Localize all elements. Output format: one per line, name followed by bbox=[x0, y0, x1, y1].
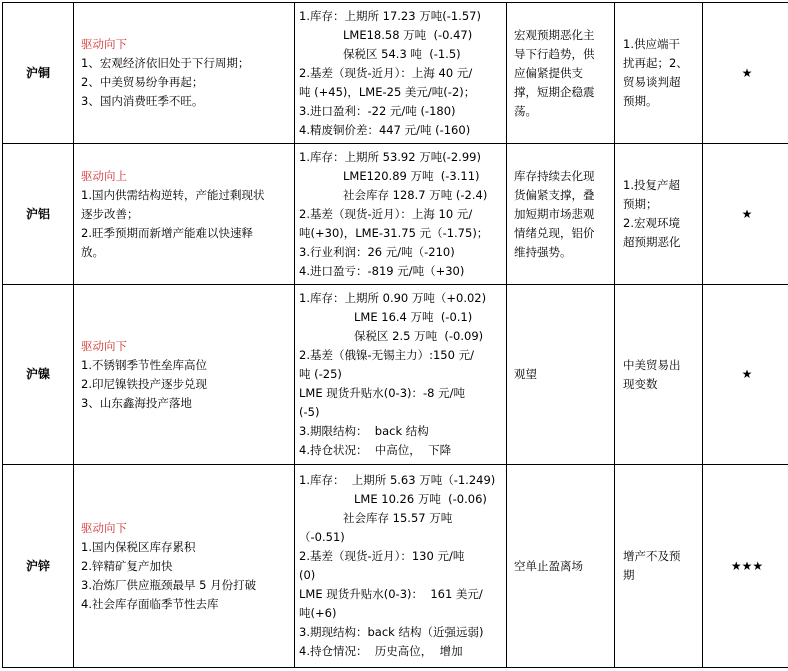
commodity-name: 沪铜 bbox=[3, 3, 74, 144]
risk-line: 贸易谈判超 bbox=[623, 75, 681, 89]
driver-cell bbox=[74, 3, 295, 144]
driver-item: 3、山东鑫海投产落地 bbox=[81, 395, 192, 410]
data-line: 1.库存： 上期所 5.63 万吨（-1.249) bbox=[299, 473, 496, 487]
risk-line: 预期。 bbox=[623, 94, 658, 108]
risk-line: 增产不及预 bbox=[623, 549, 681, 563]
data-line: 吨(+30)，LME-31.75 元（-1.75)； bbox=[299, 225, 489, 240]
data-line: 保税区 2.5 万吨 (-0.09) bbox=[354, 329, 484, 343]
data-line: 3.行业利润：26 元/吨（-210) bbox=[299, 244, 455, 259]
view-cell bbox=[507, 144, 615, 285]
data-line: 2.基差（现货-近月）：上海 10 元/ bbox=[299, 206, 473, 221]
risk-cell bbox=[615, 465, 703, 668]
data-line: 4.持仓情况： 历史高位， 增加 bbox=[299, 644, 463, 658]
risk-cell bbox=[615, 144, 703, 285]
data-cell bbox=[295, 144, 507, 285]
data-line: LME 现货升贴水(0-3)： 161 美元/ bbox=[299, 587, 483, 601]
driver-item: 1.国内保税区库存累积 bbox=[81, 539, 196, 554]
data-line: LME18.58 万吨 (-0.47) bbox=[343, 27, 473, 42]
data-cell bbox=[295, 3, 507, 144]
driver-item: 4.社会库存面临季节性去库 bbox=[81, 596, 219, 611]
data-line: 4.精废铜价差：447 元/吨 (-160) bbox=[299, 122, 471, 137]
futures-analysis-table bbox=[2, 2, 788, 668]
risk-line: 预期； bbox=[623, 197, 658, 211]
driver-item: 2.锌精矿复产加快 bbox=[81, 558, 173, 573]
star-rating: ★ bbox=[703, 144, 788, 285]
data-line: 3.期限结构： back 结构 bbox=[299, 424, 429, 438]
driver-item: 3.冶炼厂供应瓶颈最早 5 月份打破 bbox=[81, 577, 257, 592]
data-line: 社会库存 128.7 万吨 (-2.4) bbox=[343, 187, 488, 202]
table-row bbox=[3, 285, 788, 465]
data-line: LME120.89 万吨 (-3.11) bbox=[343, 168, 480, 183]
driver-item: 逐步改善； bbox=[81, 206, 139, 221]
data-line: 1.库存：上期所 53.92 万吨(-2.99) bbox=[299, 149, 481, 164]
view-line: 撑，短期企稳震 bbox=[514, 84, 595, 99]
risk-line: 扰再起；2、 bbox=[623, 56, 688, 70]
star-rating: ★ bbox=[703, 285, 788, 465]
commodity-name: 沪锌 bbox=[3, 465, 74, 668]
view-cell bbox=[507, 465, 615, 668]
driver-title: 驱动向下 bbox=[81, 520, 127, 535]
risk-cell bbox=[615, 285, 703, 465]
driver-item: 2.旺季预期而新增产能难以快速释 bbox=[81, 225, 253, 240]
risk-line: 2.宏观环境 bbox=[623, 216, 680, 230]
risk-line: 期 bbox=[623, 568, 635, 582]
data-line: 保税区 54.3 吨 (-1.5) bbox=[343, 46, 461, 61]
data-line: 4.持仓状况： 中高位， 下降 bbox=[299, 443, 452, 457]
driver-cell bbox=[74, 465, 295, 668]
data-line: 4.进口盈亏：-819 元/吨（+30) bbox=[299, 263, 465, 278]
risk-line: 1.供应端干 bbox=[623, 37, 680, 51]
driver-title: 驱动向上 bbox=[81, 168, 127, 183]
star-rating: ★★★ bbox=[703, 465, 788, 668]
view-line: 荡。 bbox=[514, 103, 537, 118]
driver-item: 2.印尼镍铁投产逐步兑现 bbox=[81, 376, 207, 391]
data-line: (0) bbox=[299, 568, 316, 582]
driver-title: 驱动向下 bbox=[81, 37, 127, 51]
table-row bbox=[3, 3, 788, 144]
view-cell bbox=[507, 285, 615, 465]
data-line: LME 10.26 万吨 (-0.06) bbox=[354, 492, 487, 506]
risk-cell bbox=[615, 3, 703, 144]
data-line: LME 现货升贴水(0-3)：-8 元/吨 bbox=[299, 386, 466, 400]
driver-item: 1.国内供需结构逆转，产能过剩现状 bbox=[81, 187, 265, 202]
view-line: 情绪兑现，铝价 bbox=[514, 225, 595, 240]
view-line: 空单止盈离场 bbox=[514, 558, 583, 573]
risk-line: 超预期恶化 bbox=[623, 235, 681, 249]
data-cell bbox=[295, 285, 507, 465]
data-line: （-0.51) bbox=[299, 530, 345, 544]
risk-line: 中美贸易出 bbox=[623, 357, 681, 372]
view-line: 应偏紧提供支 bbox=[514, 65, 583, 80]
commodity-name: 沪铝 bbox=[3, 144, 74, 285]
data-line: 1.库存：上期所 0.90 万吨（+0.02) bbox=[299, 291, 487, 305]
view-line: 维持强势。 bbox=[514, 244, 572, 259]
data-line: 3.期现结构：back 结构（近强远弱) bbox=[299, 625, 484, 639]
data-line: 2.基差（俄镍-无锡主力）:150 元/ bbox=[299, 348, 474, 362]
data-line: 吨(+6) bbox=[299, 606, 337, 620]
data-line: LME 16.4 万吨 (-0.1) bbox=[354, 310, 473, 324]
view-line: 宏观预期恶化主 bbox=[514, 27, 595, 42]
risk-line: 1.投复产超 bbox=[623, 178, 680, 192]
driver-cell bbox=[74, 285, 295, 465]
view-line: 导下行趋势，供 bbox=[514, 46, 595, 61]
data-line: 2.基差（现货-近月）：130 元/吨 bbox=[299, 549, 465, 563]
data-line: 吨 (-25) bbox=[299, 367, 342, 381]
driver-item: 1.不锈钢季节性垒库高位 bbox=[81, 357, 207, 372]
driver-item: 1、宏观经济依旧处于下行周期； bbox=[81, 56, 250, 70]
table-row bbox=[3, 144, 788, 285]
data-line: 1.库存：上期所 17.23 万吨(-1.57) bbox=[299, 8, 481, 23]
data-line: 2.基差（现货-近月）：上海 40 元/ bbox=[299, 65, 473, 80]
driver-item: 放。 bbox=[81, 244, 104, 259]
driver-cell bbox=[74, 144, 295, 285]
driver-title: 驱动向下 bbox=[81, 338, 127, 353]
risk-line: 现变数 bbox=[623, 376, 658, 391]
view-line: 货偏紧支撑，叠 bbox=[514, 187, 595, 202]
table-row bbox=[3, 465, 788, 668]
data-line: (-5) bbox=[299, 405, 320, 419]
data-line: 社会库存 15.57 万吨 bbox=[343, 511, 453, 525]
driver-item: 3、国内消费旺季不旺。 bbox=[81, 94, 204, 108]
data-cell bbox=[295, 465, 507, 668]
view-line: 观望 bbox=[514, 367, 537, 381]
data-line: 吨 (+45)，LME-25 美元/吨(-2)； bbox=[299, 84, 476, 99]
star-rating: ★ bbox=[703, 3, 788, 144]
driver-item: 2、中美贸易纷争再起； bbox=[81, 75, 204, 89]
view-line: 库存持续去化现 bbox=[514, 168, 595, 183]
view-line: 加短期市场悲观 bbox=[514, 206, 595, 221]
commodity-name: 沪镍 bbox=[3, 285, 74, 465]
data-line: 3.进口盈利：-22 元/吨 (-180) bbox=[299, 103, 456, 118]
view-cell bbox=[507, 3, 615, 144]
